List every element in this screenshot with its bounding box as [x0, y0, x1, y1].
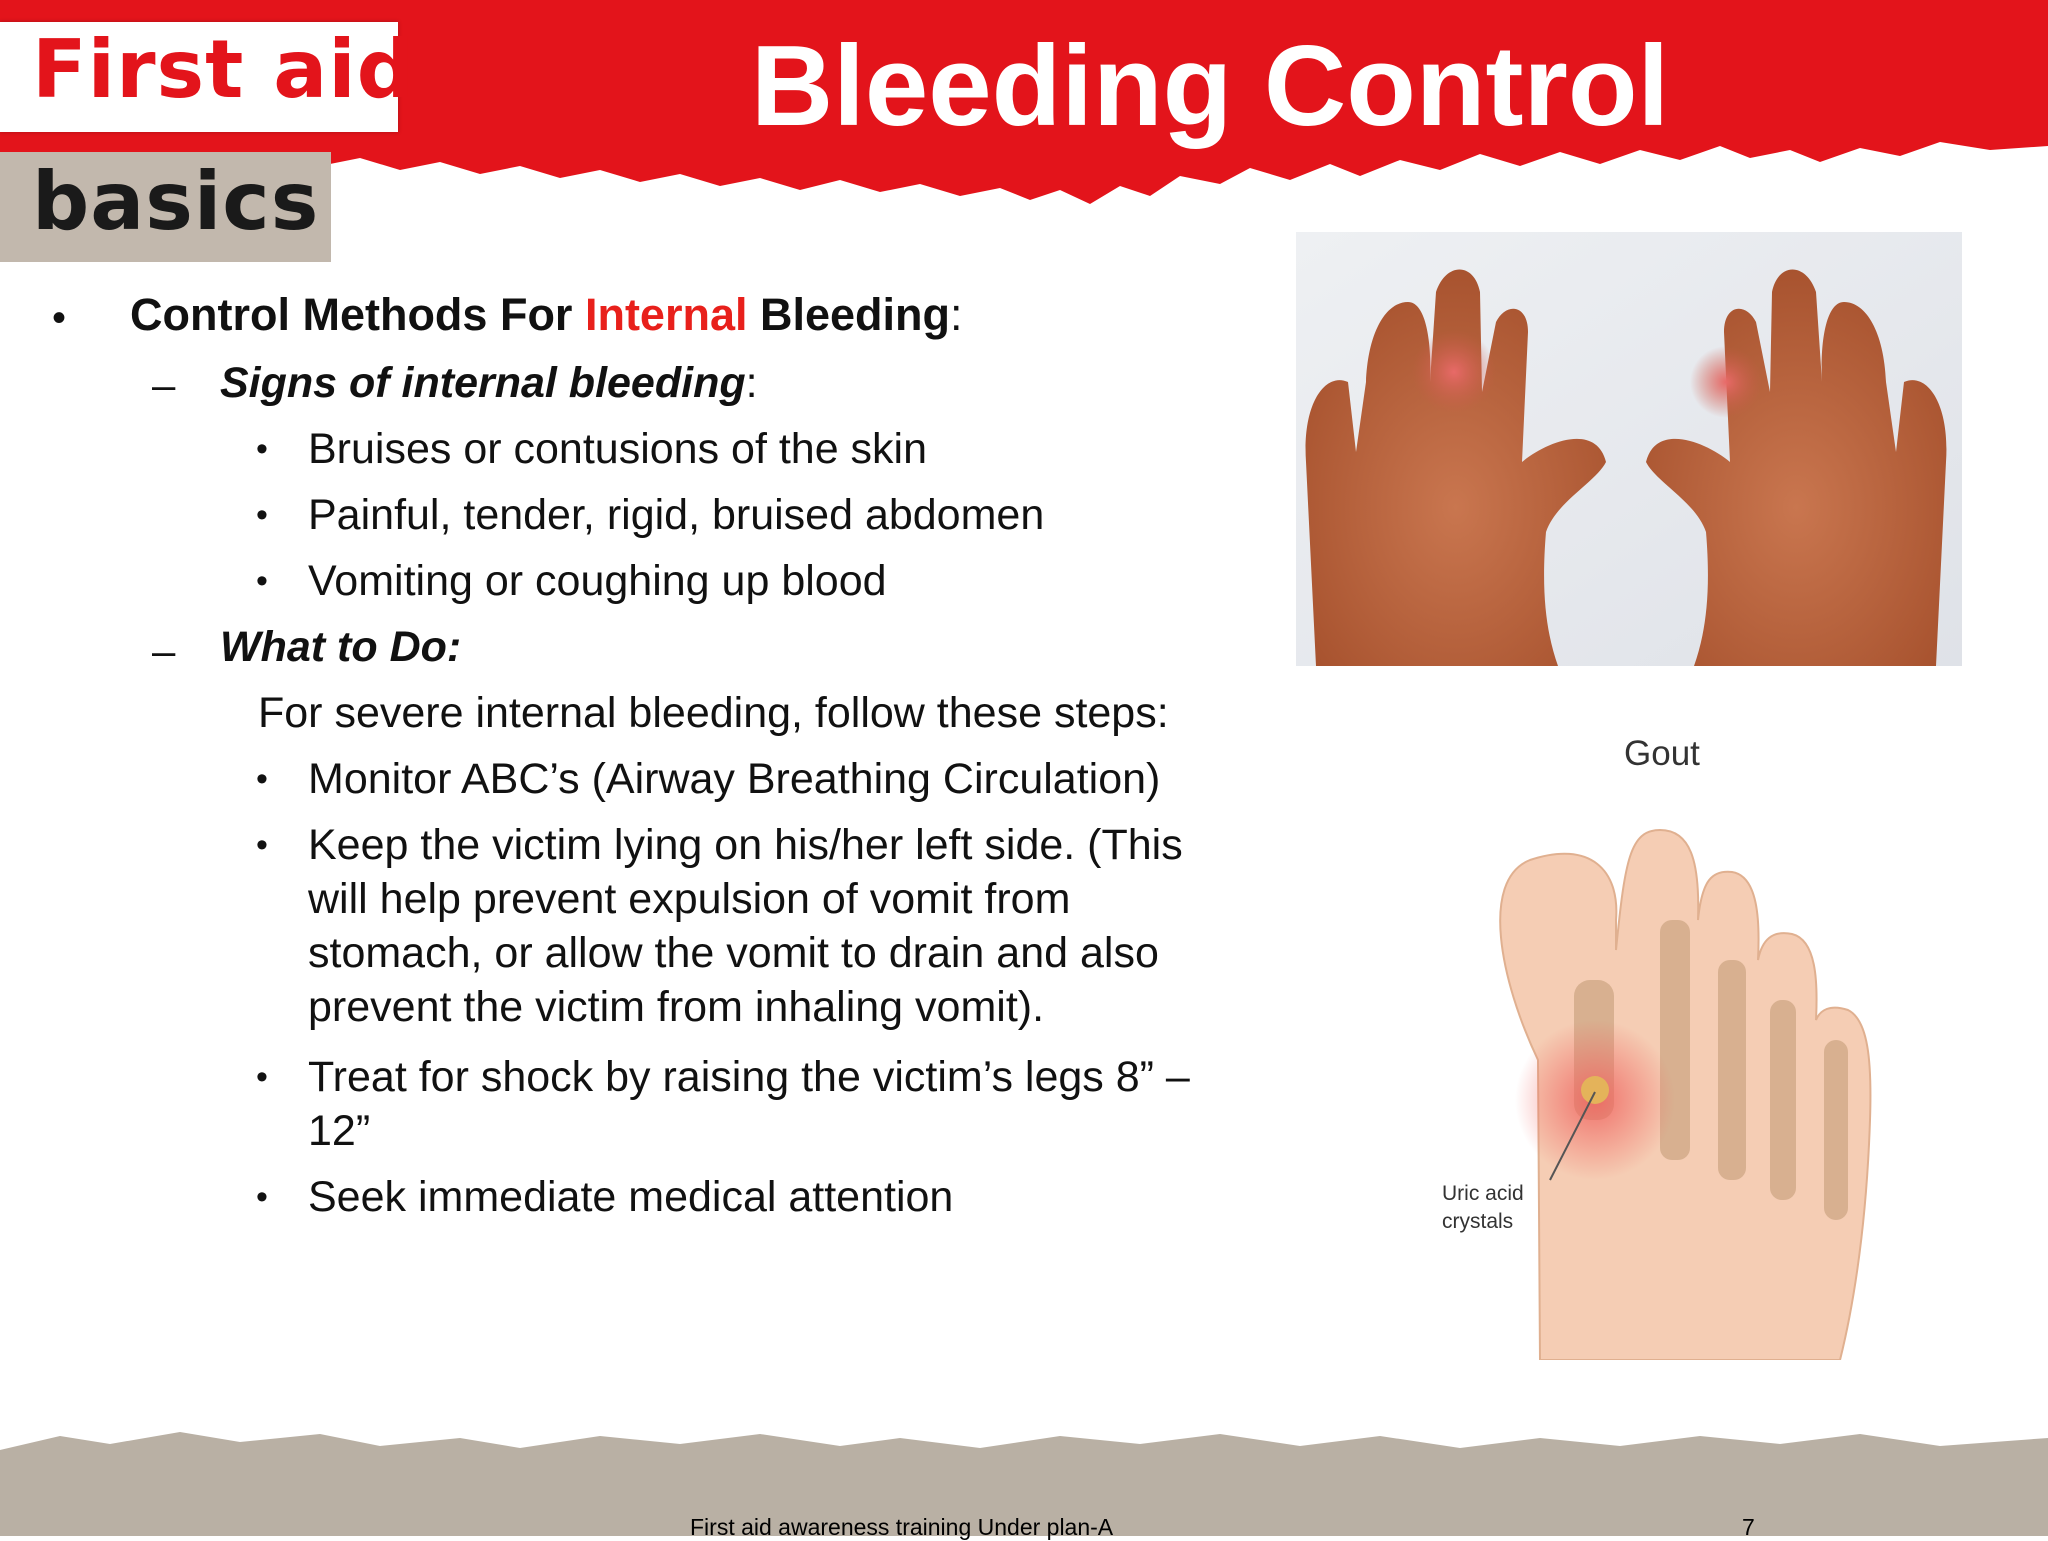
bullet-icon: •	[256, 1058, 268, 1096]
bullet-icon: •	[256, 760, 268, 798]
bullet-icon: •	[256, 562, 268, 600]
logo-first-aid-text: First aid	[32, 23, 415, 116]
uric-acid-label	[1442, 1180, 1562, 1237]
step-item-line: Keep the victim lying on his/her left side. (This	[308, 821, 1183, 869]
page-number: 7	[1742, 1514, 1755, 1540]
step-item: Monitor ABC’s (Airway Breathing Circulation)	[308, 755, 1161, 803]
step-item-line: will help prevent expulsion of vomit from	[308, 875, 1071, 923]
uric-acid-label-line: Uric acid	[1442, 1182, 1524, 1205]
bullet-icon: •	[256, 826, 268, 864]
step-item-line: Treat for shock by raising the victim’s legs 8” –	[308, 1053, 1190, 1101]
gout-foot-diagram	[1420, 720, 1960, 1360]
hands-photo	[1296, 232, 1962, 666]
signs-item: Painful, tender, rigid, bruised abdomen	[308, 491, 1045, 539]
bullet-icon: •	[256, 496, 268, 534]
signs-item: Bruises or contusions of the skin	[308, 425, 928, 473]
section-heading: Control Methods For Internal Bleeding:	[130, 289, 963, 340]
step-item: Seek immediate medical attention	[308, 1173, 954, 1221]
step-item-line: prevent the victim from inhaling vomit).	[308, 983, 1045, 1031]
logo-basics-text: basics	[32, 155, 320, 248]
signs-item: Vomiting or coughing up blood	[308, 557, 887, 605]
signs-label: Signs of internal bleeding:	[220, 359, 758, 407]
step-item-line: 12”	[308, 1107, 371, 1155]
what-to-do-intro: For severe internal bleeding, follow these steps:	[258, 689, 1169, 737]
bullet-icon: •	[256, 1178, 268, 1216]
bullet-icon: •	[256, 430, 268, 468]
slide-title: Bleeding Control	[750, 23, 1670, 150]
gout-title: Gout	[1624, 734, 1700, 773]
bullet-icon: •	[52, 296, 67, 340]
uric-acid-label-line: crystals	[1442, 1210, 1514, 1234]
dash-icon: –	[152, 627, 176, 674]
step-item-line: stomach, or allow the vomit to drain and also	[308, 929, 1159, 977]
footer-text: First aid awareness training Under plan-A	[690, 1514, 1114, 1540]
what-to-do-label: What to Do:	[220, 623, 462, 671]
dash-icon: –	[152, 361, 176, 408]
